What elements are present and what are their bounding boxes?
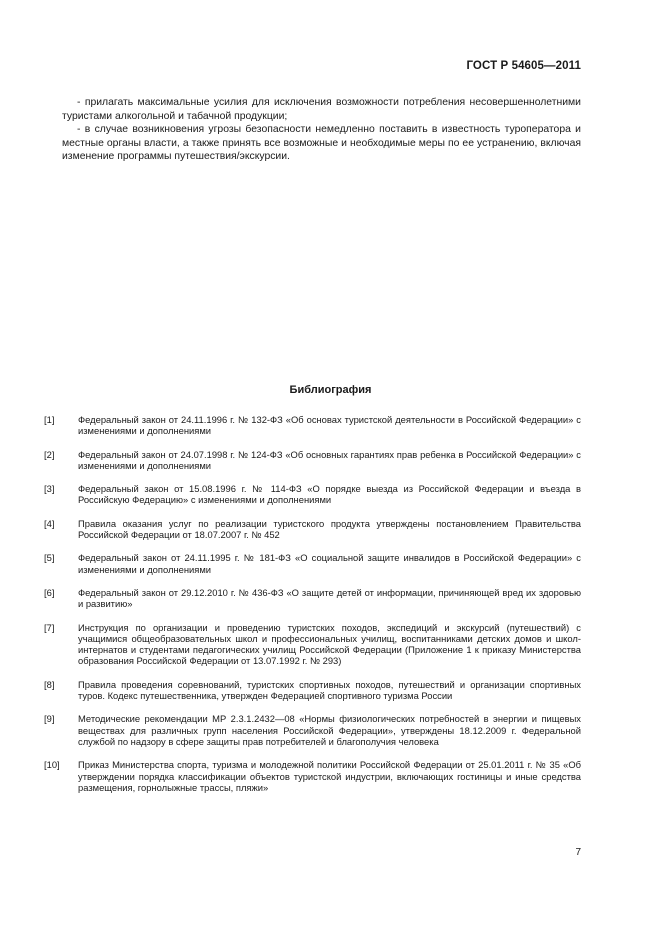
bibliography-item	[44, 483, 581, 506]
bibliography-item-number: [1]	[44, 414, 55, 425]
bibliography-item-number: [7]	[44, 621, 55, 633]
bibliography-item-text: Правила оказания услуг по реализации туристского продукта утверждены постановлением Правительства Российской Федерации от 18.07.2007 г. № 452	[78, 517, 581, 541]
bibliography-item-text: Федеральный закон от 24.11.1996 г. № 132-ФЗ «Об основах туристской деятельности в Российской Федерации» с изменениями и дополнениями	[78, 414, 581, 437]
bibliography-item	[44, 518, 581, 541]
bibliography-item-text: Федеральный закон от 15.08.1996 г. № 114-ФЗ «О порядке выезда из Российской Федерации и въезда в Российскую Федерацию» с изменениями и дополнениями	[78, 483, 581, 506]
intro-section	[62, 96, 581, 164]
bibliography-list	[44, 414, 581, 805]
bibliography-title: Библиография	[289, 384, 372, 396]
page-number: 7	[575, 847, 581, 858]
bibliography-item-text: Федеральный закон от 29.12.2010 г. № 436-ФЗ «О защите детей от информации, причиняющей вред их здоровью и развитию»	[78, 586, 581, 610]
bibliography-item	[44, 449, 581, 472]
bibliography-item-number: [5]	[44, 552, 55, 564]
bibliography-item	[44, 414, 581, 437]
bibliography-item-number: [4]	[44, 517, 55, 529]
intro-paragraph: - прилагать максимальные усилия для исключения возможности потребления несовершеннолетними туристами алкогольной и табачной продукции;	[62, 97, 581, 122]
bibliography-item-text: Приказ Министерства спорта, туризма и молодежной политики Российской Федерации от 25.01.2011 г. № 35 «Об утверждении порядка классификации объектов туристской индустрии, включающих гостиницы и иные средства размещения, горнолыжные трассы, пляжи»	[78, 759, 581, 793]
bibliography-item	[44, 679, 581, 702]
bibliography-item-number: [2]	[44, 448, 55, 460]
bibliography-item-number: [6]	[44, 586, 55, 598]
bibliography-item	[44, 587, 581, 610]
bibliography-item-text: Федеральный закон от 24.07.1998 г. № 124-ФЗ «Об основных гарантиях прав ребенка в Российской Федерации» с изменениями и дополнениями	[78, 448, 581, 471]
bibliography-item-text: Правила проведения соревнований, туристских спортивных походов, путешествий и организации спортивных туров. Кодекс путешественника, утвержден Федерацией спортивного туризма России	[78, 678, 581, 702]
bibliography-item	[44, 622, 581, 667]
bibliography-item-number: [10]	[44, 759, 60, 771]
bibliography-item	[44, 713, 581, 747]
bibliography-item-number: [8]	[44, 678, 55, 690]
bibliography-item-text: Методические рекомендации МР 2.3.1.2432—08 «Нормы физиологических потребностей в энергии и пищевых веществах для различных групп населения Российской Федерации», утверждены 18.12.2009 г. Федеральной службой по надзору в сфере защиты прав потребителей и благополучия человека	[78, 713, 581, 747]
bibliography-item-text: Инструкция по организации и проведению туристских походов, экспедиций и экскурсий (путешествий) с учащимися общеобразовательных школ и профессиональных училищ, воспитанниками детских домов и школ-интернатов и студентами педагогических училищ Российской Федерации (Приложение 1 к приказу Министерства образования Российской Федерации от 13.07.1992 г. № 293)	[78, 621, 581, 667]
bibliography-item	[44, 759, 581, 793]
standard-id-header: ГОСТ Р 54605—2011	[466, 60, 581, 72]
bibliography-item	[44, 552, 581, 575]
intro-paragraph: - в случае возникновения угрозы безопасности немедленно поставить в известность туроператора и местные органы власти, а также принять все возможные и необходимые меры по ее устранению, включая изменение программы путешествия/экскурсии.	[62, 124, 581, 163]
bibliography-item-number: [3]	[44, 483, 55, 495]
bibliography-item-number: [9]	[44, 713, 55, 725]
bibliography-item-text: Федеральный закон от 24.11.1995 г. № 181-ФЗ «О социальной защите инвалидов в Российской Федерации» с изменениями и дополнениями	[78, 552, 581, 575]
